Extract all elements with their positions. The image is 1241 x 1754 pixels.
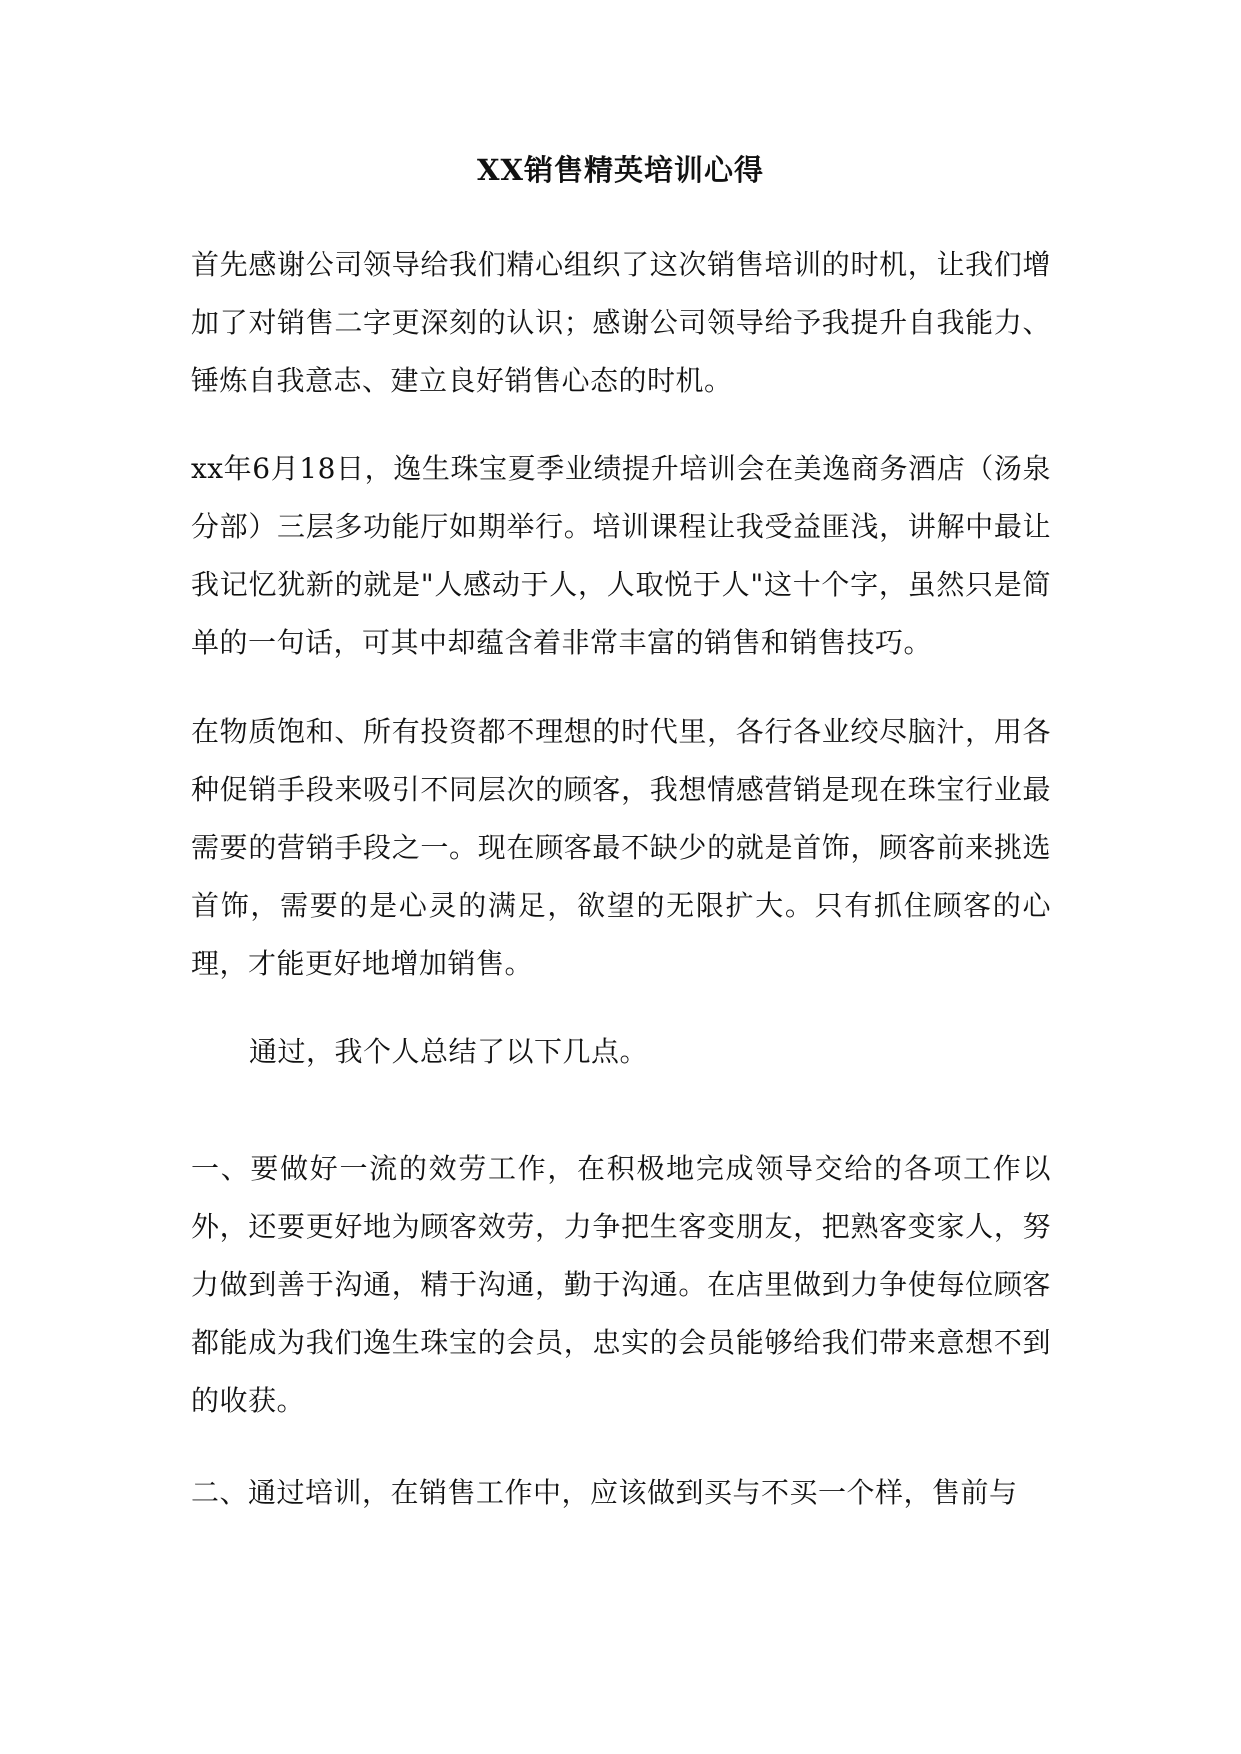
paragraph-2: xx年6月18日，逸生珠宝夏季业绩提升培训会在美逸商务酒店（汤泉分部）三层多功能厅如期举行。培训课程让我受益匪浅，讲解中最让我记忆犹新的就是"人感动于人，人取悦于人"这十个字，虽然只是简单的一句话，可其中却蕴含着非常丰富的销售和销售技巧。 [191, 452, 1051, 659]
paragraph-6: 二、通过培训，在销售工作中，应该做到买与不买一个样，售前与 [191, 1476, 1018, 1509]
paragraph-5: 一、要做好一流的效劳工作，在积极地完成领导交给的各项工作以外，还要更好地为顾客效劳，力争把生客变朋友，把熟客变家人，努力做到善于沟通，精于沟通，勤于沟通。在店里做到力争使每位顾客都能成为我们逸生珠宝的会员，忠实的会员能够给我们带来意想不到的收获。 [191, 1152, 1051, 1417]
paragraph-3: 在物质饱和、所有投资都不理想的时代里，各行各业绞尽脑汁，用各种促销手段来吸引不同层次的顾客，我想情感营销是现在珠宝行业最需要的营销手段之一。现在顾客最不缺少的就是首饰，顾客前来挑选首饰，需要的是心灵的满足，欲望的无限扩大。只有抓住顾客的心理，才能更好地增加销售。 [191, 715, 1051, 980]
paragraph-4: 通过，我个人总结了以下几点。 [249, 1035, 649, 1068]
paragraph-1: 首先感谢公司领导给我们精心组织了这次销售培训的时机，让我们增加了对销售二字更深刻的认识；感谢公司领导给予我提升自我能力、锤炼自我意志、建立良好销售心态的时机。 [191, 248, 1051, 397]
document-title: XX销售精英培训心得 [476, 153, 764, 187]
